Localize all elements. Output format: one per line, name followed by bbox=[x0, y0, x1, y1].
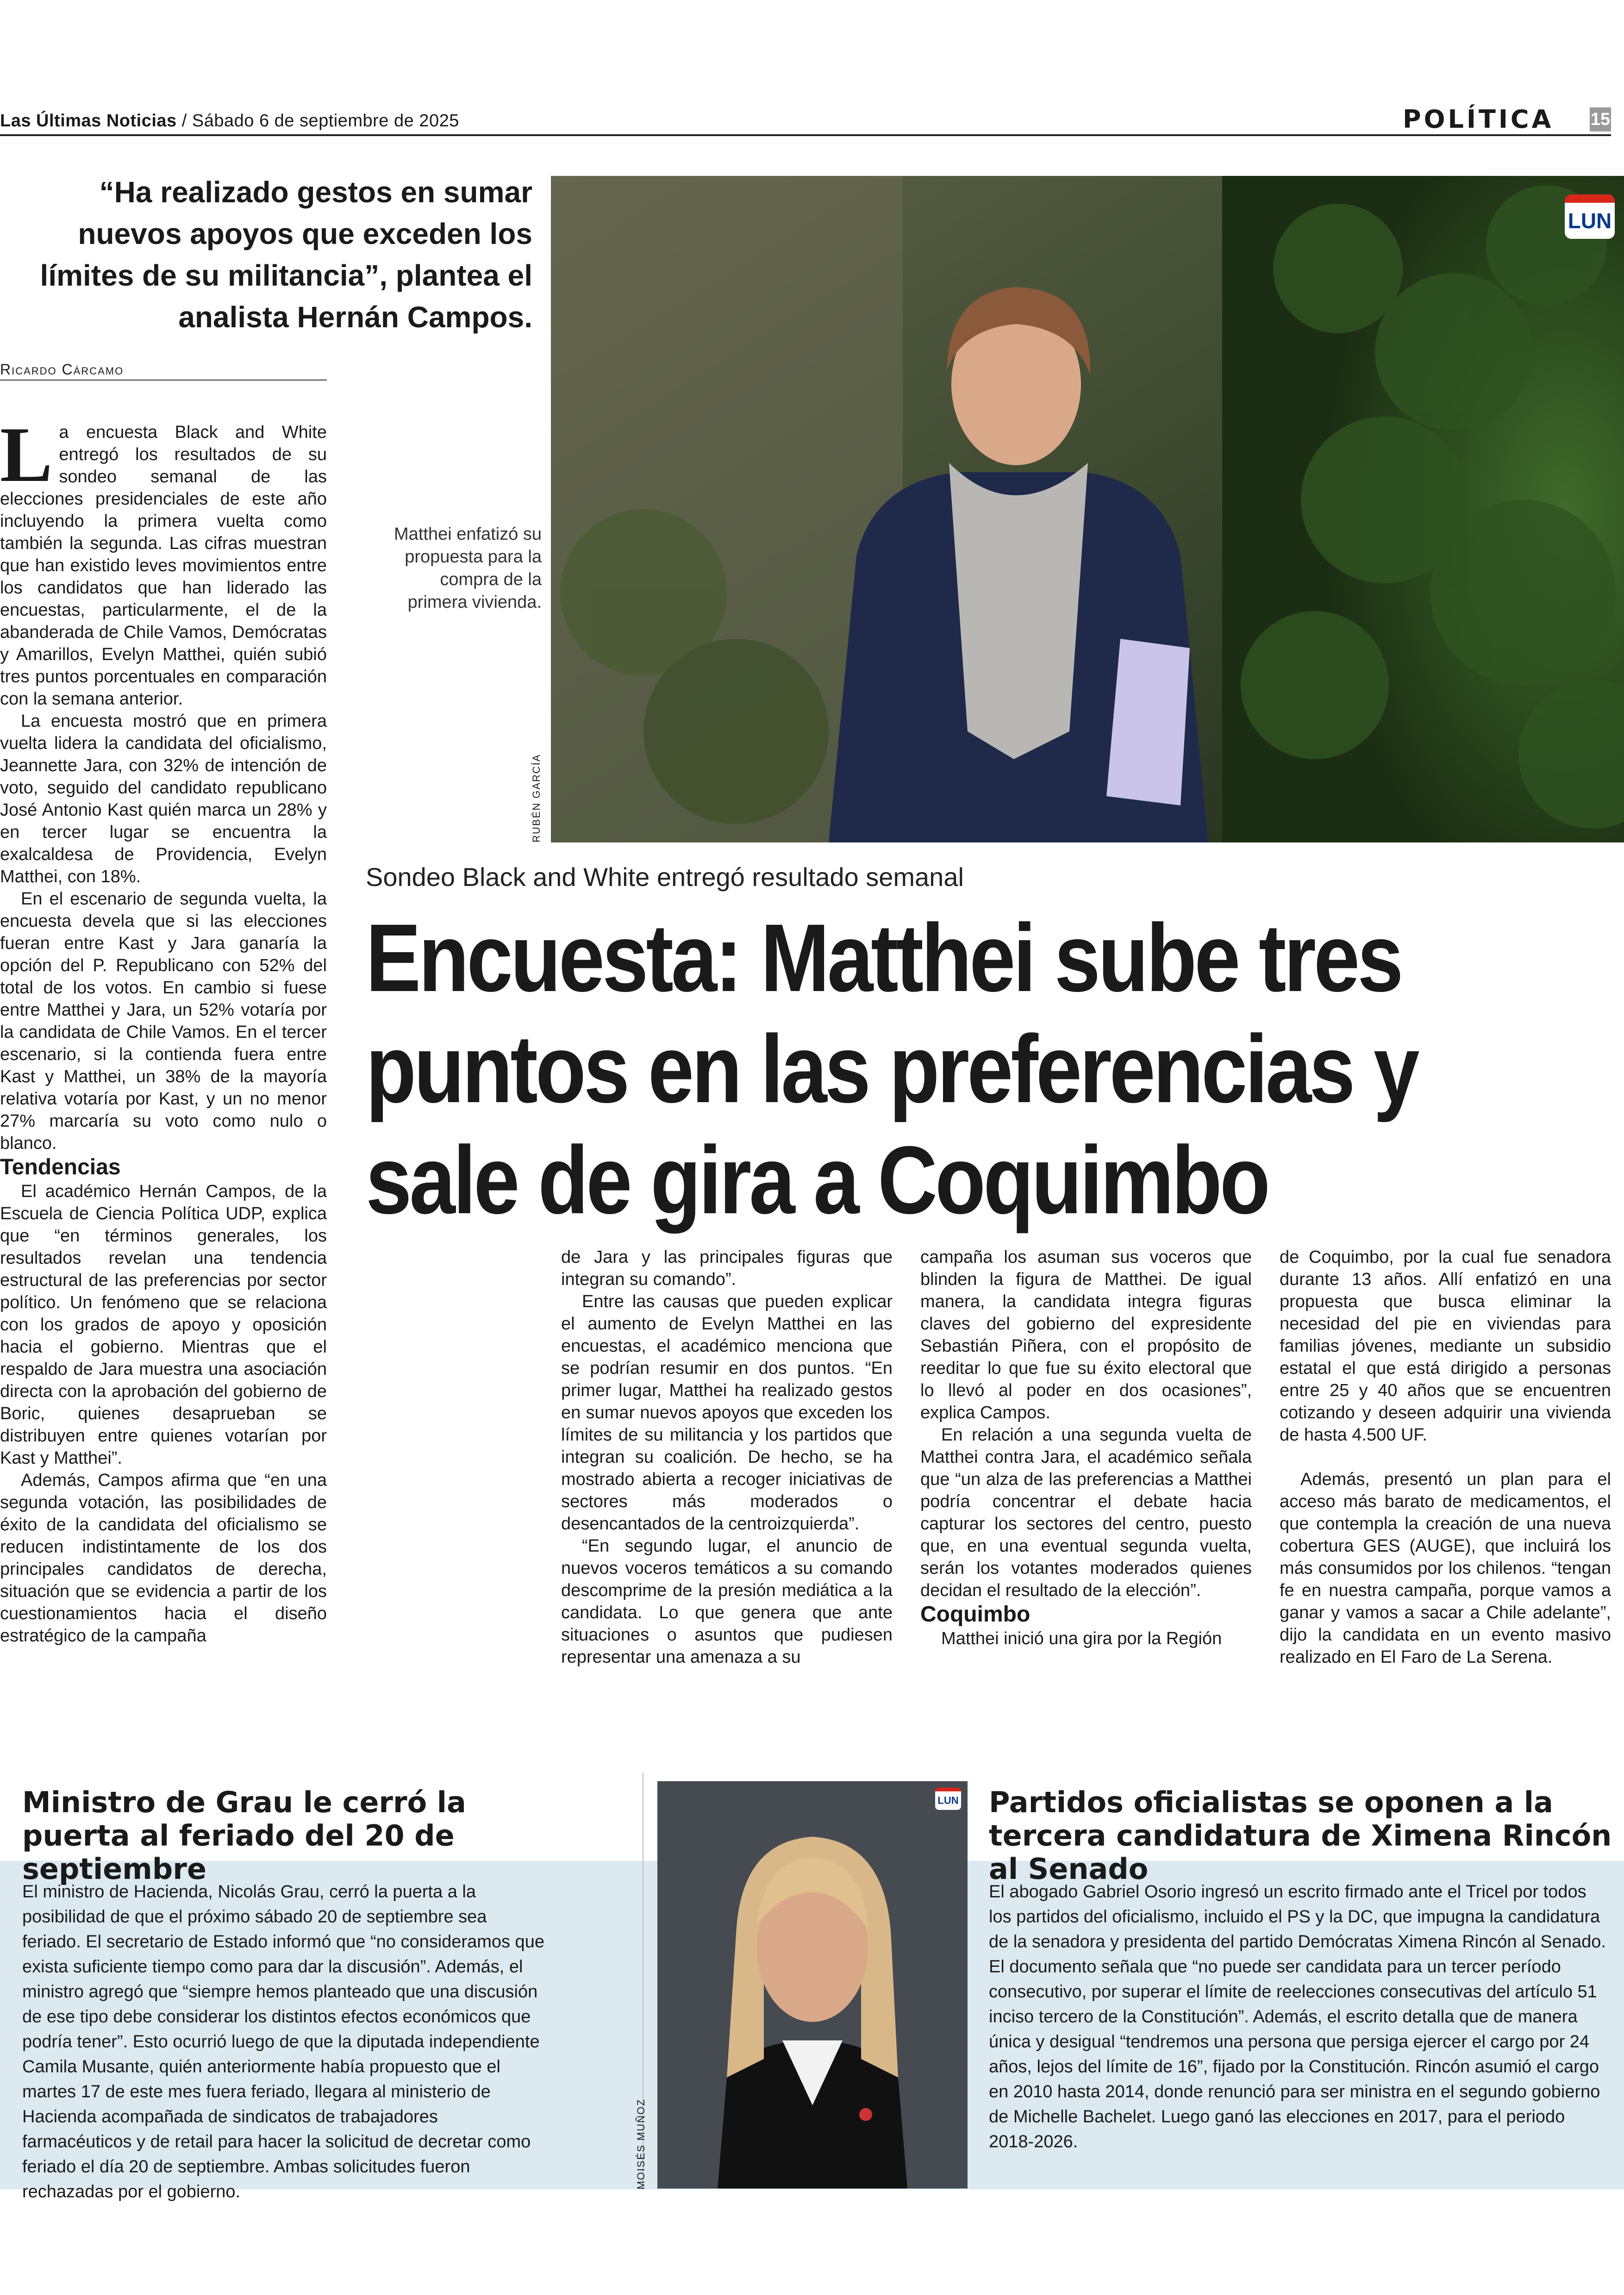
main-photo-illustration bbox=[551, 176, 1624, 842]
article-paragraph: Matthei inició una gira por la Región bbox=[941, 1629, 1222, 1648]
article-column-1 bbox=[0, 411, 327, 1647]
main-photo bbox=[551, 176, 1624, 842]
rincon-photo bbox=[657, 1781, 968, 2189]
photo-credit-text: RUBÉN GARCÍA bbox=[531, 754, 542, 842]
newspaper-name: Las Últimas Noticias bbox=[0, 111, 177, 131]
brief-body-rincon: El abogado Gabriel Osorio ingresó un escrito firmado ante el Tricel por todos los partidos del oficialismo, incluido el PS y la DC, que impugna la candidatura de la senadora y presidenta del partido Demócratas Ximena Rincón al Senado. El documento señala que “no puede ser candidata para un tercer período consecutivo, por superar el límite de reelecciones consecutivas del artículo 51 inciso tercero de la Constitución”. Además, el escrito detalla que de manera única y desigual “tendremos una persona que persiga ejercer el cargo por 24 años, lejos del límite de 16”, fijado por la Constitución. Rincón asumió el cargo en 2010 hasta 2014, donde renunció para ser ministra en el segundo gobierno de Michelle Bachelet. Luego ganó las elecciones en 2017, para el periodo 2018-2026. bbox=[989, 1882, 1606, 2152]
article-paragraph: de Coquimbo, por la cual fue senadora durante 13 años. Allí enfatizó en una propuesta que busca eliminar la necesidad del pie en viviendas para familias jóvenes, mediante un subsidio estatal el que está dirigido a personas entre 25 y 40 años que se encuentren cotizando y deseen adquirir una vivienda de hasta 4.500 UF. bbox=[1280, 1247, 1611, 1445]
rincon-photo-credit bbox=[635, 2092, 654, 2189]
lun-logo: LUN bbox=[1565, 194, 1615, 239]
article-paragraph: de Jara y las principales figuras que integran su comando”. bbox=[561, 1247, 893, 1289]
article-paragraph: campaña los asuman sus voceros que blinden la figura de Matthei. De igual manera, la candidata integra figuras claves del gobierno del expresidente Sebastián Piñera, con el propósito de reeditar lo que fue su éxito electoral que lo llevó al poder en dos ocasiones”, explica Campos. bbox=[920, 1247, 1252, 1422]
subheading-coquimbo: Coquimbo bbox=[920, 1602, 1031, 1627]
lun-logo-small: LUN bbox=[935, 1788, 961, 1810]
photo-credit bbox=[531, 750, 549, 842]
article-paragraph: El académico Hernán Campos, de la Escuela de Ciencia Política UDP, explica que “en términos generales, los resultados revelan una tendencia estructural de las preferencias por sector político. Un fenómeno que se relaciona con los grados de apoyo y oposición hacia el gobierno. Mientras que el respaldo de Jara muestra una asociación directa con la aprobación del gobierno de Boric, quienes desaprueban se distribuyen entre quienes votarían por Kast y Matthei”. bbox=[0, 1182, 327, 1468]
article-paragraph: En el escenario de segunda vuelta, la encuesta devela que si las elecciones fueran entre Kast y Jara ganaría la opción del P. Republicano con 52% del total de los votos. En cambio si fuese entre Matthei y Jara, un 52% votaría por la candidata de Chile Vamos. En el tercer escenario, si la contienda fuera entre Kast y Matthei, un 38% de la mayoría relativa votaría por Kast, y un no menor 27% marcaría su voto como nulo o blanco. bbox=[0, 889, 327, 1153]
brief-body-grau: El ministro de Hacienda, Nicolás Grau, cerró la puerta a la posibilidad de que el próximo sábado 20 de septiembre sea feriado. El secretario de Estado informó que “no consideramos que exista suficiente tiempo como para dar la discusión”. Además, el ministro agregó que “siempre hemos planteado que una discusión de ese tipo debe considerar los distintos efectos económicos que podría tener”. Esto ocurrió luego de que la diputada independiente Camila Musante, quién anteriormente había propuesto que el martes 17 de este mes fuera feriado, llegara al ministerio de Hacienda acompañada de sindicatos de trabajadores farmacéuticos y de retail para hacer la solicitud de decretar como feriado el día 20 de septiembre. Ambas solicitudes fueron rechazadas por el gobierno. bbox=[22, 1882, 544, 2201]
byline: Ricardo Cárcamo bbox=[0, 361, 124, 378]
article-paragraph: Además, presentó un plan para el acceso más barato de medicamentos, el que contempla la creación de una nueva cobertura GES (AUGE), que incluirá los más consumidos por los chilenos. “tengan fe en nuestra campaña, porque vamos a ganar y vamos a sacar a Chile adelante”, dijo la candidata en un evento masivo realizado en El Faro de La Serena. bbox=[1280, 1470, 1611, 1667]
article-paragraph: a encuesta Black and White entregó los resultados de su sondeo semanal de las elecciones presidenciales de este año incluyendo la primera vuelta como también la segunda. Las cifras muestran que han existido leves movimientos entre los candidatos que han liderado las encuestas, particularmente, el de la abanderada de Chile Vamos, Demócratas y Amarillos, Evelyn Matthei, quién subió tres puntos porcentuales en comparación con la semana anterior. bbox=[0, 423, 327, 709]
page-header-left bbox=[0, 111, 459, 131]
drop-cap: L bbox=[0, 411, 53, 498]
article-paragraph: Entre las causas que pueden explicar el aumento de Evelyn Matthei en las encuestas, el académico menciona que se podrían resumir en dos puntos. “En primer lugar, Matthei ha realizado gestos en sumar nuevos apoyos que exceden los límites de su militancia y los partidos que integran su coalición. De hecho, se ha mostrado abierta a recoger iniciativas de sectores más moderados o desencantados de la centroizquierda”. bbox=[561, 1292, 893, 1534]
article-column-3 bbox=[920, 1246, 1252, 1650]
subheading-tendencias: Tendencias bbox=[0, 1155, 121, 1179]
rincon-photo-illustration bbox=[657, 1781, 968, 2189]
rincon-photo-credit-text: MOISÉS MUÑOZ bbox=[635, 2098, 647, 2189]
article-column-4 bbox=[1280, 1246, 1611, 1668]
brief-title-rincon: Partidos oficialistas se oponen a la tercera candidatura de Ximena Rincón al Senado bbox=[989, 1785, 1612, 1886]
article-paragraph: En relación a una segunda vuelta de Matthei contra Jara, el académico señala que “un alza de las preferencias a Matthei podría concentrar el debate hacia capturar los sectores del centro, puesto que, en una eventual segunda vuelta, serán los votantes moderados quienes decidan el resultado de la elección”. bbox=[920, 1425, 1252, 1600]
article-paragraph: “En segundo lugar, el anuncio de nuevos voceros temáticos a su comando descomprime de la presión mediática a la candidata. Lo que genera que ante situaciones o asuntos que pudiesen representar una amenaza a su bbox=[561, 1536, 893, 1667]
pull-quote: “Ha realizado gestos en sumar nuevos apoyos que exceden los límites de su militancia”, plantea el analista Hernán Campos. bbox=[40, 175, 532, 334]
article-column-2 bbox=[561, 1246, 893, 1668]
headline: Encuesta: Matthei sube tres puntos en las preferencias y sale de gira a Coquimbo bbox=[366, 904, 1418, 1234]
header-separator: / bbox=[176, 111, 192, 131]
brief-title-grau: Ministro de Grau le cerró la puerta al feriado del 20 de septiembre bbox=[22, 1785, 466, 1886]
section-label: POLÍTICA bbox=[1403, 105, 1554, 134]
photo-caption: Matthei enfatizó su propuesta para la compra de la primera vivienda. bbox=[394, 524, 542, 612]
publication-date: Sábado 6 de septiembre de 2025 bbox=[192, 111, 459, 131]
article-paragraph: Además, Campos afirma que “en una segunda votación, las posibilidades de éxito de la candidata del oficialismo se reducen indistintamente de los dos principales candidatos de derecha, situación que se evidencia a partir de los cuestionamientos hacia el diseño estratégico de la campaña bbox=[0, 1471, 327, 1646]
article-paragraph: La encuesta mostró que en primera vuelta lidera la candidata del oficialismo, Jeannette Jara, con 32% de intención de voto, seguido del candidato republicano José Antonio Kast quién marca un 28% y en tercer lugar se encuentra la exalcaldesa de Providencia, Evelyn Matthei, con 18%. bbox=[0, 711, 327, 886]
kicker: Sondeo Black and White entregó resultado semanal bbox=[366, 862, 964, 892]
page-number: 15 bbox=[1590, 107, 1611, 131]
header-rule bbox=[0, 134, 1611, 136]
